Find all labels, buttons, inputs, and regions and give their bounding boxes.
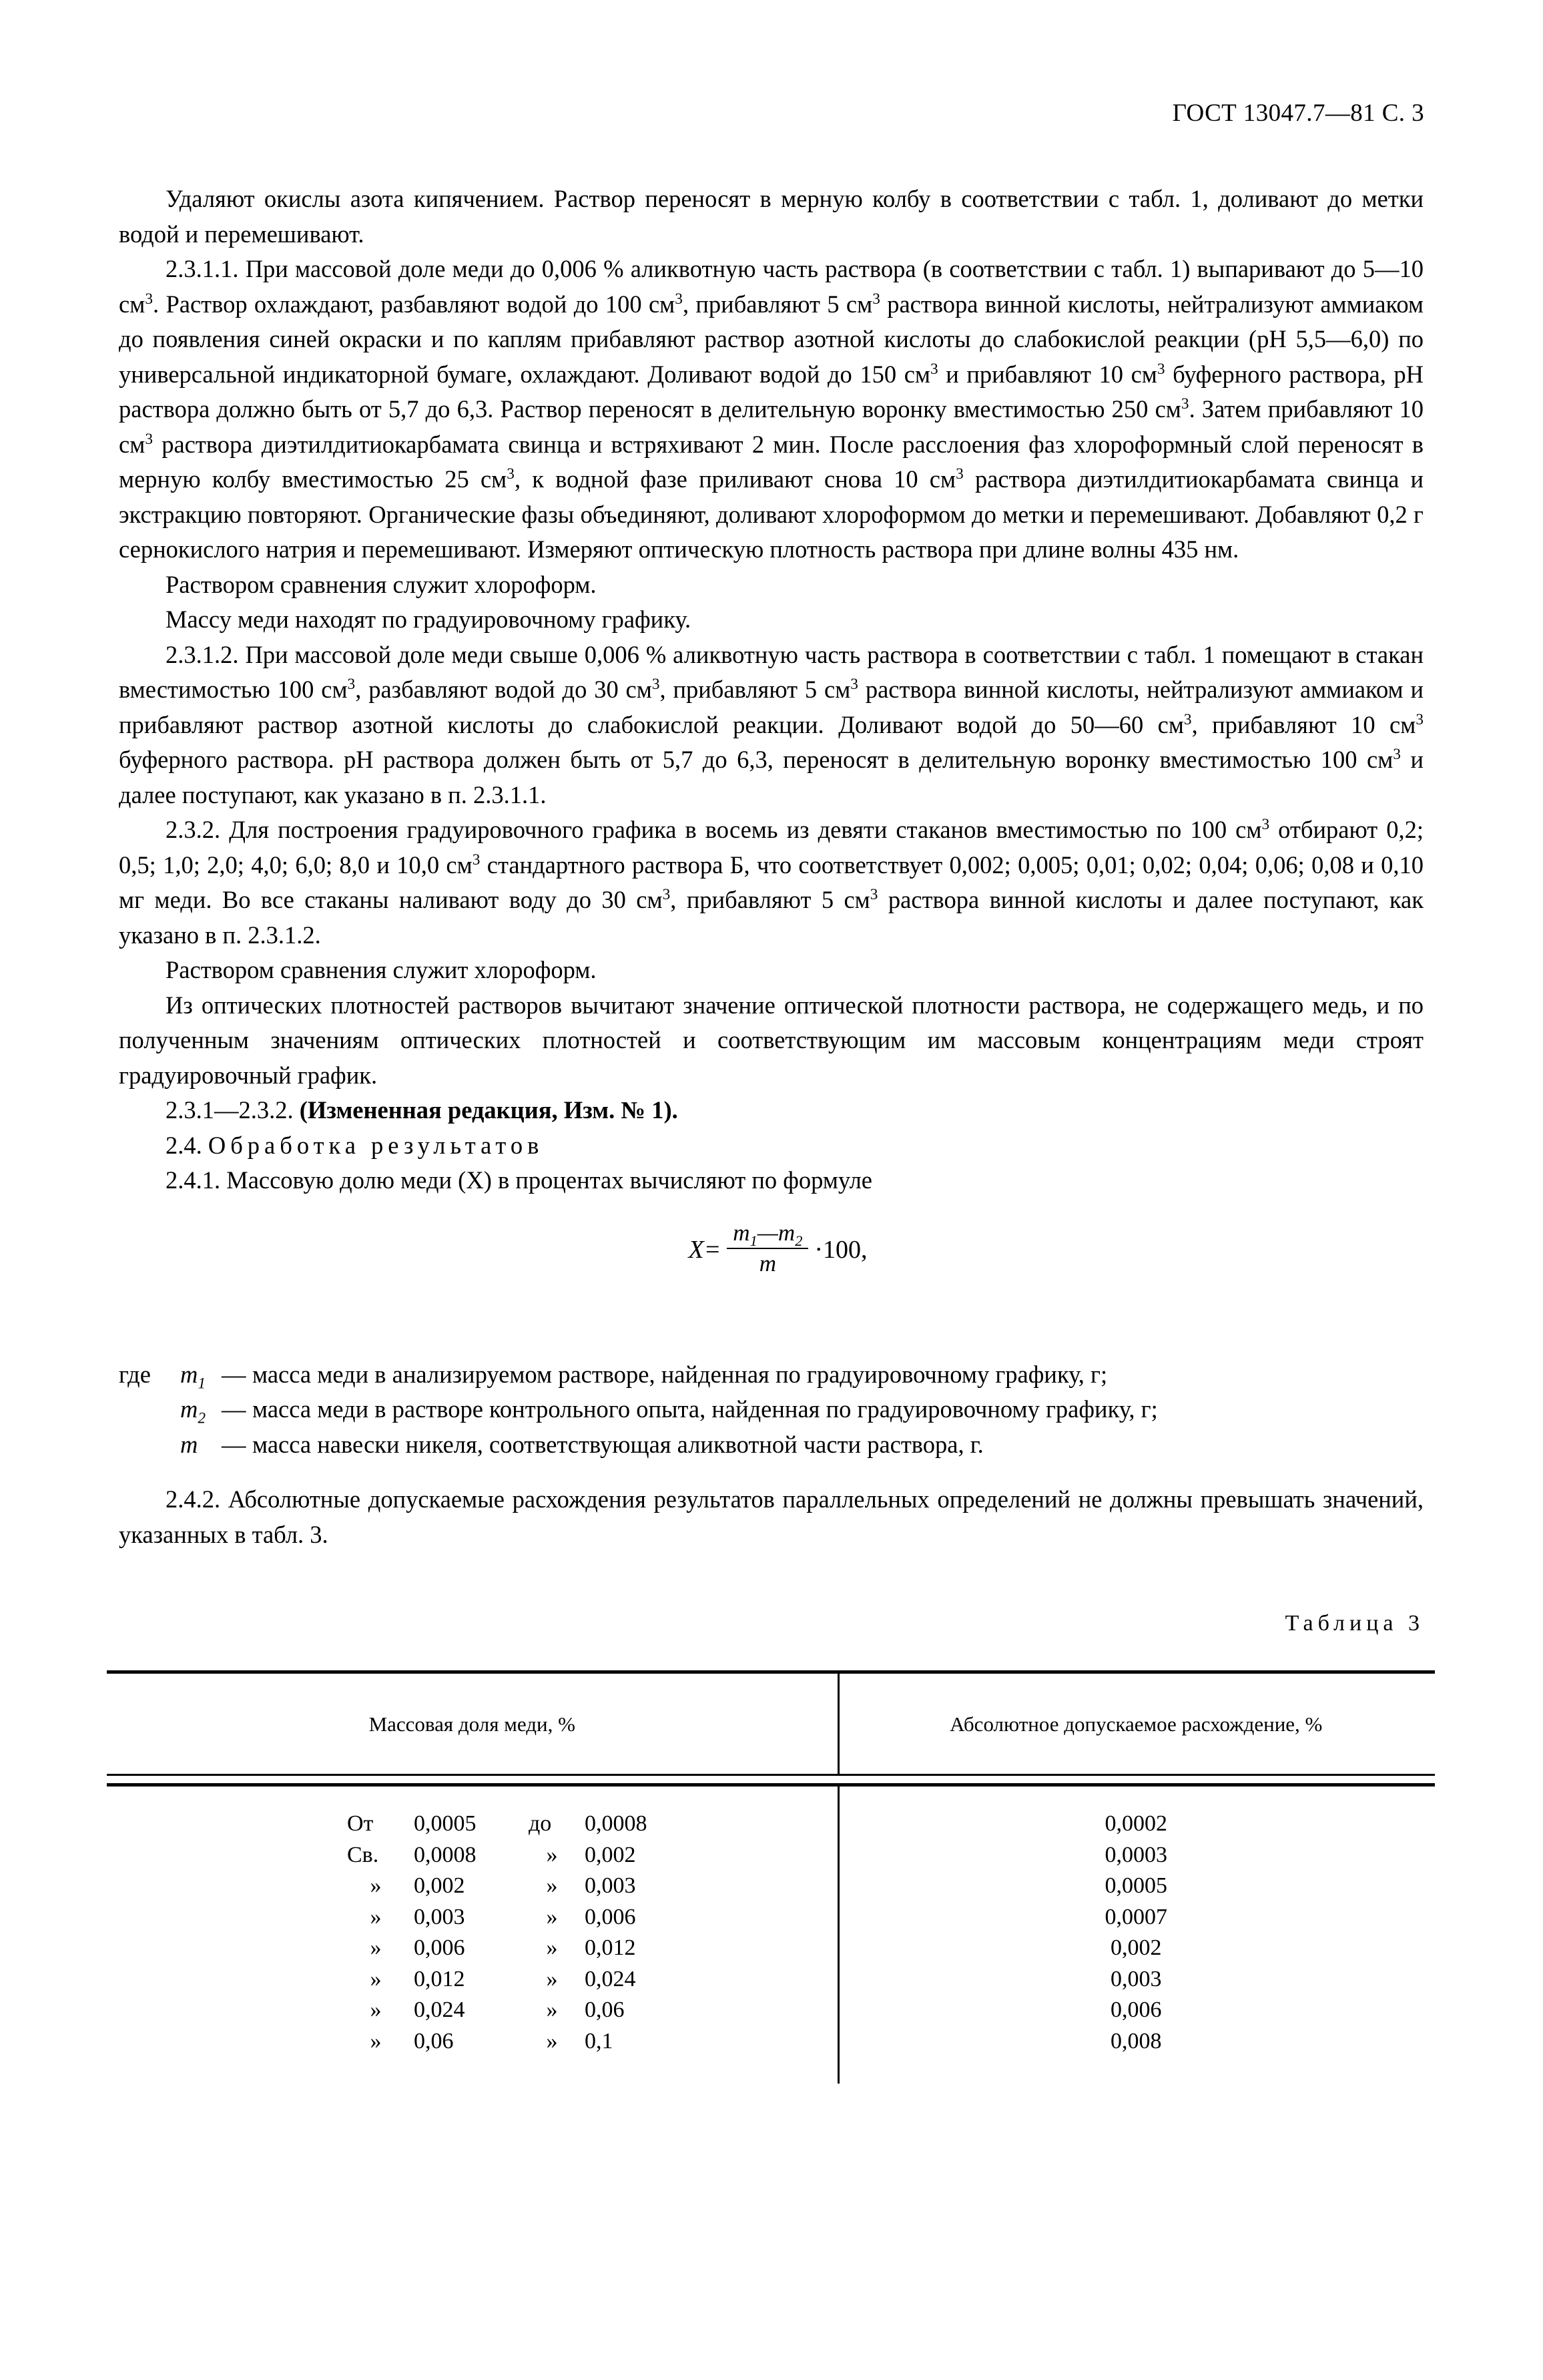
clause-number-2-3-2: 2.3.2. (166, 816, 221, 843)
range-from-value: 0,06 (414, 2028, 454, 2054)
table-cell-tolerance: 0,0003 (1105, 1842, 1167, 1867)
clause-number-2-3-1-2: 2.3.1.2. (166, 640, 239, 668)
legend-row (119, 1357, 1424, 1393)
legend-description: масса навески никеля, соответствующая аликвотной части раствора, г. (252, 1430, 984, 1458)
superscript-3: 3 (662, 885, 671, 903)
superscript-3: 3 (850, 675, 858, 693)
clause-2-3-1-1-seg-j: раствора диэтилдитиокарбамата свинца и экстракцию повторяют. Органические фазы объединяют, доливают хлороформом до метки и перемешивают. Добавляют 0,2 г сернокислого натрия и перемешивают. Измеряют оптическую плотность раствора при длине волны 435 нм. (119, 465, 1424, 563)
paragraph-comparison-solution-2-text: Раствором сравнения служит хлороформ. (166, 956, 597, 983)
table-row (107, 1809, 1435, 1840)
table-cell-tolerance: 0,002 (1111, 1935, 1162, 1960)
table-cell-range (107, 1995, 838, 2026)
range-to-label: » (546, 1873, 558, 1898)
clause-2-3-1-2-seg-c: , прибавляют 5 см (659, 676, 851, 703)
clause-2-3-1-2-seg-d: раствора винной кислоты, нейтрализуют аммиаком и прибавляют раствор азотной кислоты до слабокислой реакции. Доливают водой до 50—60 см (119, 676, 1424, 738)
range-to-label: до (529, 1811, 552, 1836)
clause-2-3-1-2-seg-f: буферного раствора. рН раствора должен быть от 5,7 до 6,3, переносят в делительную воронку вместимостью 100 см (119, 746, 1394, 773)
clause-number-2-4: 2.4. (166, 1131, 202, 1159)
range-from-label: » (370, 1873, 382, 1898)
range-to-value: 0,002 (585, 1842, 636, 1867)
range-to-value: 0,0008 (585, 1811, 647, 1836)
heading-2-4-label: Обработка результатов (208, 1131, 544, 1159)
superscript-3: 3 (872, 290, 880, 308)
table-cell-tolerance: 0,0002 (1105, 1811, 1167, 1836)
range-from-value: 0,002 (414, 1873, 465, 1898)
table-cell-tolerance: 0,008 (1111, 2028, 1162, 2054)
table-header-row (107, 1674, 1435, 1774)
superscript-3: 3 (472, 851, 481, 869)
range-from-value: 0,006 (414, 1935, 465, 1960)
formula-m1-subscript: 1 (749, 1232, 757, 1249)
clause-2-3-1-1-seg-e: и прибавляют 10 см (938, 360, 1157, 388)
superscript-3: 3 (1416, 710, 1424, 728)
range-to-label: » (546, 1966, 558, 1991)
superscript-3: 3 (1393, 745, 1401, 763)
formula-numerator (727, 1220, 808, 1249)
paragraph-comparison-solution-2 (119, 953, 1424, 988)
paragraph-intro-text: Удаляют окислы азота кипячением. Раствор переносят в мерную колбу в соответствии с табл. 1, доливают до метки водой и перемешивают. (119, 185, 1424, 248)
range-to-value: 0,006 (585, 1904, 636, 1929)
table-body (107, 1787, 1435, 2084)
superscript-3: 3 (1181, 395, 1189, 413)
range-from-value: 0,012 (414, 1966, 465, 1991)
clause-2-3-2-seg-e: раствора винной кислоты и далее поступают, как указано в п. 2.3.1.2. (119, 886, 1424, 949)
range-from-label: От (347, 1811, 374, 1836)
table-cell-range (107, 2026, 838, 2058)
table-cell-tolerance: 0,006 (1111, 1997, 1162, 2022)
formula-denominator: m (759, 1250, 776, 1276)
range-from-value: 0,003 (414, 1904, 465, 1929)
legend-dash: — (222, 1430, 246, 1458)
clause-2-3-1-1-seg-i: , к водной фазе приливают снова 10 см (514, 465, 956, 493)
table-row (107, 1902, 1435, 1933)
paragraph-2-4-2 (119, 1462, 1424, 1552)
clause-2-3-1-1-seg-c: , прибавляют 5 см (682, 290, 873, 318)
superscript-3: 3 (1183, 710, 1192, 728)
table-cell-range (107, 1964, 838, 1995)
legend-symbol-letter: m (180, 1360, 198, 1388)
range-to-value: 0,1 (585, 2028, 613, 2054)
range-to-label: » (546, 1935, 558, 1960)
formula-block (119, 1198, 1424, 1278)
range-from-label: Св. (347, 1842, 379, 1867)
legend-description: масса меди в анализируемом растворе, найденная по градуировочному графику, г; (252, 1360, 1108, 1388)
legend-row (119, 1392, 1424, 1427)
paragraph-2-3-1-1 (119, 252, 1424, 567)
clause-2-3-1-2-seg-b: , разбавляют водой до 30 см (355, 676, 652, 703)
superscript-3: 3 (870, 885, 878, 903)
range-to-label: » (546, 2028, 558, 2054)
superscript-3: 3 (930, 360, 938, 378)
formula-m2-subscript: 2 (795, 1232, 803, 1249)
legend-lead: где (119, 1360, 151, 1388)
superscript-3: 3 (507, 465, 515, 483)
table-row (107, 2026, 1435, 2058)
running-header: ГОСТ 13047.7—81 С. 3 (1172, 99, 1424, 127)
legend-description: масса меди в растворе контрольного опыта, найденная по градуировочному графику, г; (252, 1395, 1158, 1423)
table-caption: Таблица 3 (1285, 1611, 1424, 1636)
legend-dash: — (222, 1395, 246, 1423)
table-column-divider (838, 1674, 840, 1774)
clause-2-3-1-2-seg-a: При массовой доле меди свыше 0,006 % аликвотную часть раствора в соответствии с табл. 1 помещают в стакан вместимостью 100 см (119, 640, 1424, 703)
superscript-3: 3 (956, 465, 964, 483)
clause-2-3-2-seg-d: , прибавляют 5 см (670, 886, 870, 913)
clause-number-2-4-1: 2.4.1. (166, 1166, 221, 1194)
clause-2-3-1-1-seg-g: . Затем прибавляют 10 см (119, 395, 1424, 458)
table-row (107, 1840, 1435, 1871)
clause-2-3-2-seg-b: отбирают 0,2; 0,5; 1,0; 2,0; 4,0; 6,0; 8,0 и 10,0 см (119, 816, 1424, 879)
table-cell-tolerance: 0,0007 (1105, 1904, 1167, 1929)
paragraph-intro (119, 182, 1424, 252)
paragraph-2-3-2 (119, 812, 1424, 953)
clause-2-3-1-1-seg-f: буферного раствора, рН раствора должно быть от 5,7 до 6,3. Раствор переносят в делительную воронку вместимостью 250 см (119, 360, 1424, 423)
table-cell-range (107, 1871, 838, 1902)
heading-2-4 (119, 1128, 1424, 1164)
table-cell-range (107, 1902, 838, 1933)
legend-symbol-subscript: 2 (198, 1409, 206, 1427)
clause-range-2-3-1-2-3-2: 2.3.1—2.3.2. (166, 1096, 294, 1124)
formula-m2: m (778, 1219, 796, 1246)
superscript-3: 3 (675, 290, 683, 308)
clause-2-3-1-1-seg-a: При массовой доле меди до 0,006 % аликвотную часть раствора (в соответствии с табл. 1) выпаривают до 5—10 см (119, 255, 1424, 318)
paragraph-2-3-1-2 (119, 638, 1424, 813)
table-column-divider (838, 1787, 840, 2084)
range-from-label: » (370, 1997, 382, 2022)
clause-2-3-1-2-seg-g: и далее поступают, как указано в п. 2.3.1.1. (119, 746, 1424, 808)
table-rule-gap (107, 1776, 1435, 1783)
legend-symbol (180, 1427, 222, 1463)
paragraph-2-4-1 (119, 1163, 1424, 1198)
clause-2-3-2-seg-c: стандартного раствора Б, что соответствует 0,002; 0,005; 0,01; 0,02; 0,04; 0,06; 0,08 и 0,10 мг меди. Во все стаканы наливают воду до 30 см (119, 851, 1424, 913)
superscript-3: 3 (145, 430, 153, 448)
range-from-label: » (370, 1904, 382, 1929)
table-row (107, 1995, 1435, 2026)
formula-mass-fraction (688, 1221, 867, 1278)
clause-2-3-1-2-seg-e: , прибавляют 10 см (1191, 710, 1416, 738)
legend-symbol (180, 1357, 222, 1393)
table-row (107, 1933, 1435, 1964)
range-from-label: » (370, 2028, 382, 2054)
table-cell-range (107, 1933, 838, 1964)
range-to-value: 0,012 (585, 1935, 636, 1960)
paragraph-copper-mass (119, 602, 1424, 638)
superscript-3: 3 (651, 675, 660, 693)
range-from-label: » (370, 1935, 382, 1960)
superscript-3: 3 (145, 290, 153, 308)
range-to-value: 0,06 (585, 1997, 625, 2022)
range-from-label: » (370, 1966, 382, 1991)
formula-fraction (727, 1220, 808, 1277)
range-to-value: 0,024 (585, 1966, 636, 1991)
paragraph-optical-density (119, 988, 1424, 1094)
table-cell-range (107, 1840, 838, 1871)
legend-symbol-letter: m (180, 1430, 198, 1458)
clause-2-3-1-1-seg-h: раствора диэтилдитиокарбамата свинца и встряхивают 2 мин. После расслоения фаз хлороформный слой переносят в мерную колбу вместимостью 25 см (119, 430, 1424, 493)
legend-dash: — (222, 1360, 246, 1388)
formula-m1: m (733, 1219, 750, 1246)
paragraph-comparison-solution-1-text: Раствором сравнения служит хлороформ. (166, 570, 597, 598)
revision-note-bold: (Измененная редакция, Изм. № 1). (299, 1096, 678, 1124)
clause-number-2-3-1-1: 2.3.1.1. (166, 255, 239, 282)
table-cell-range (107, 1809, 838, 1840)
clause-2-3-2-seg-a: Для построения градуировочного графика в восемь из девяти стаканов вместимостью по 100 см (220, 816, 1262, 843)
range-to-value: 0,003 (585, 1873, 636, 1898)
superscript-3: 3 (1157, 360, 1165, 378)
document-body (119, 182, 1424, 1552)
superscript-3: 3 (347, 675, 356, 693)
table-cell-tolerance: 0,003 (1111, 1966, 1162, 1991)
table-3 (107, 1670, 1435, 2084)
range-from-value: 0,024 (414, 1997, 465, 2022)
paragraph-2-4-2-text: Абсолютные допускаемые расхождения результатов параллельных определений не должны превышать значений, указанных в табл. 3. (119, 1485, 1424, 1548)
legend-symbol (180, 1392, 222, 1427)
paragraph-copper-mass-text: Массу меди находят по градуировочному графику. (166, 606, 691, 633)
table-row (107, 1964, 1435, 1995)
table-row (107, 1871, 1435, 1902)
range-to-label: » (546, 1997, 558, 2022)
range-from-value: 0,0008 (414, 1842, 477, 1867)
range-to-label: » (546, 1842, 558, 1867)
formula-rhs: ·100, (814, 1235, 868, 1264)
clause-number-2-4-2: 2.4.2. (166, 1485, 221, 1513)
legend-symbol-subscript: 1 (198, 1374, 206, 1392)
table-header-tolerance: Абсолютное допускаемое расхождение, % (950, 1712, 1323, 1736)
clause-2-3-1-1-seg-d: раствора винной кислоты, нейтрализуют аммиаком до появления синей окраски и по каплям прибавляют раствор азотной кислоты до слабокислой реакции (рН 5,5—6,0) по универсальной индикаторной бумаге, охлаждают. Доливают водой до 150 см (119, 290, 1424, 388)
table-header-mass-fraction: Массовая доля меди, % (368, 1712, 575, 1736)
range-from-value: 0,0005 (414, 1811, 477, 1836)
paragraph-comparison-solution-1 (119, 567, 1424, 603)
superscript-3: 3 (1261, 815, 1270, 833)
formula-minus: — (757, 1219, 778, 1246)
legend-row (119, 1427, 1424, 1463)
paragraph-revision-note (119, 1093, 1424, 1128)
clause-2-3-1-1-seg-b: . Раствор охлаждают, разбавляют водой до 100 см (153, 290, 675, 318)
paragraph-2-4-1-text: Массовую долю меди (X) в процентах вычисляют по формуле (220, 1166, 872, 1194)
legend-symbol-letter: m (180, 1395, 198, 1423)
formula-lhs: X= (688, 1235, 721, 1264)
paragraph-optical-density-text: Из оптических плотностей растворов вычитают значение оптической плотности раствора, не содержащего медь, и по полученным значениям оптических плотностей и соответствующим им массовым концентрациям меди строят градуировочный график. (119, 991, 1424, 1089)
range-to-label: » (546, 1904, 558, 1929)
formula-legend (119, 1278, 1424, 1463)
table-cell-tolerance: 0,0005 (1105, 1873, 1167, 1898)
